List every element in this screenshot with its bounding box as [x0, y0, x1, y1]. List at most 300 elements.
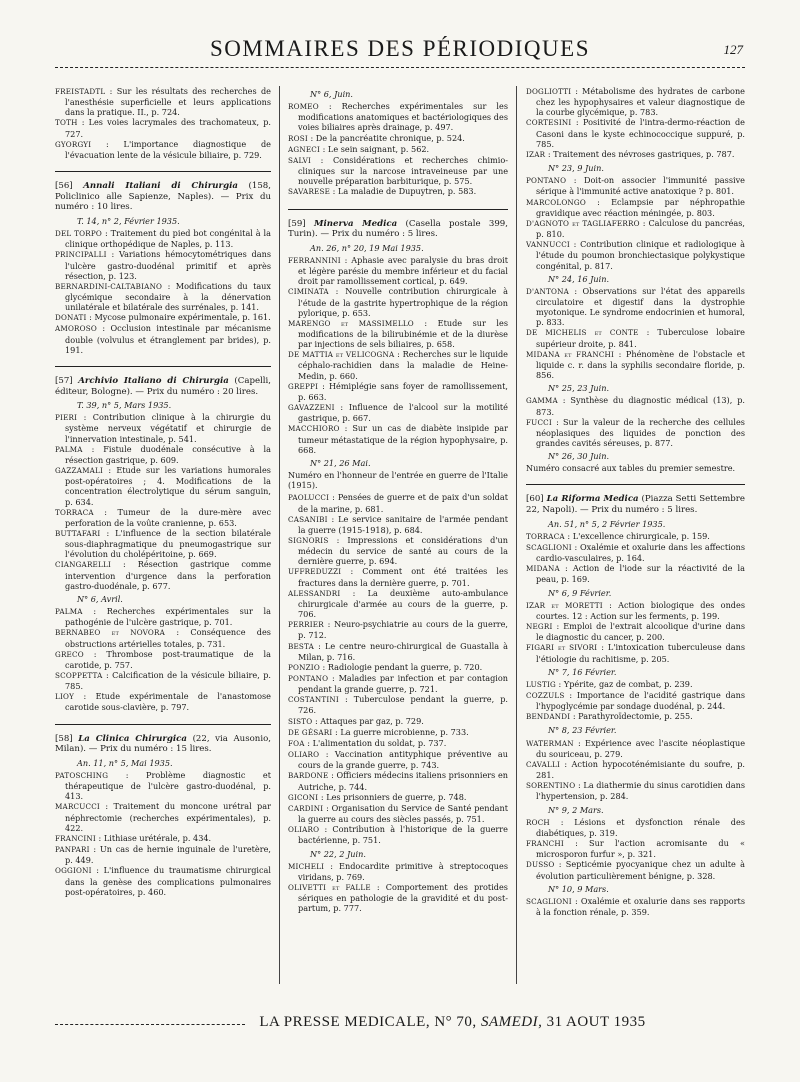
entry-list — [288, 101, 508, 197]
article-title: : Recherches expérimentales sur la pathogénie de l'ulcère gastrique, p. 701. — [65, 606, 271, 628]
column-divider — [279, 86, 280, 984]
issue-heading: An. 11, n° 5, Mai 1935. — [77, 757, 173, 768]
article-entry — [55, 801, 271, 832]
article-entry — [288, 824, 508, 845]
column-right — [526, 86, 745, 984]
issue-heading: N° 6, Juin. — [310, 89, 353, 99]
article-title: : Conséquence des obstructions artérielles totales, p. 731. — [65, 627, 271, 649]
article-author: FREISTADTL — [55, 87, 106, 96]
article-title: : Eclampsie par néphropathie gravidique avec réaction méningée, p. 803. — [536, 196, 745, 218]
article-entry — [55, 844, 271, 865]
article-title: : Modifications du taux glycémique secondaire à la dénervation unilatérale et bilatérale des surrénales, p. 141. — [65, 280, 271, 313]
article-entry — [288, 662, 508, 673]
journal-heading — [526, 494, 745, 515]
article-title: : Le centre neuro-chirurgical de Guastalla à Milan, p. 716. — [298, 640, 508, 662]
journal-number: [58] — [55, 733, 73, 744]
article-author: TOTH — [55, 118, 78, 128]
article-entry — [526, 642, 745, 663]
article-entry — [288, 673, 508, 694]
issue-heading: N° 26, 30 Juin. — [548, 451, 610, 462]
journal-info: (Piazza Setti Settembre 22, Napoli). — Prix du numéro : 5 lires. — [526, 494, 745, 516]
article-author: SORENTINO — [526, 781, 576, 791]
article-author: PONZIO — [288, 662, 320, 672]
article-title: : Importance de l'acidité gastrique dans l'hypoglycémie par sondage duodénal, p. 244. — [536, 690, 745, 712]
article-author: SALVI — [288, 155, 312, 165]
issue-heading: T. 39, n° 5, Mars 1935. — [77, 400, 172, 411]
article-entry — [526, 395, 745, 416]
article-title: : Synthèse du diagnostic médical (13), p. 873. — [536, 395, 745, 417]
article-author: GYORGYI — [55, 139, 92, 149]
article-title: : La deuxième auto-ambulance chirurgicale d'armée au cours de la guerre, p. 706. — [298, 587, 508, 620]
article-title: : Traitement des névroses gastriques, p. 787. — [547, 148, 735, 159]
article-title: : Les voies lacrymales des trachomateux, p. 727. — [65, 117, 271, 139]
article-title: : Emploi de l'extrait alcoolique d'urine dans le diagnostic du cancer, p. 200. — [536, 621, 745, 643]
page-header — [55, 30, 745, 74]
article-entry — [55, 627, 271, 648]
article-author: MARENGO et MASSIMELLO — [288, 318, 414, 328]
article-entry — [55, 281, 271, 312]
article-entry — [526, 621, 745, 642]
article-author: PATOSCHING — [55, 770, 109, 780]
section-rule — [526, 484, 745, 485]
journal-name: La Clinica Chirurgica — [78, 733, 187, 744]
article-title: : Traitement du moncone urétral par néphrectomie (recherches expérimentales), p. 422. — [65, 801, 271, 833]
article-author: SCAGLIONI — [526, 896, 572, 906]
article-entry — [288, 641, 508, 662]
article-entry — [526, 286, 745, 328]
article-title: : Le sein saignant, p. 562. — [322, 143, 430, 154]
article-entry — [526, 197, 745, 218]
article-title: : Influence de l'alcool sur la motilité gastrique, p. 667. — [298, 402, 508, 424]
journal-number: [57] — [55, 375, 73, 386]
article-entry — [288, 381, 508, 402]
article-title: : Tuberculose pendant la guerre, p. 726. — [298, 694, 508, 716]
article-entry — [526, 838, 745, 859]
article-author: FRANCHI — [526, 839, 564, 849]
article-author: CORTESINI — [526, 118, 572, 128]
article-title: : Le service sanitaire de l'armée pendant la guerre (1915-1918), p. 684. — [298, 513, 508, 535]
article-entry — [288, 861, 508, 882]
article-title: : Lithiase urétérale, p. 434. — [98, 832, 212, 843]
article-title: : Recherches expérimentales sur les modifications anatomiques et bactériologiques des voies biliaires après drainage, p. 497. — [298, 101, 508, 133]
journal-info: (22, via Ausonio, Milan). — Prix du numéro : 15 lires. — [55, 733, 271, 755]
article-entry — [55, 528, 271, 559]
entry-list — [526, 817, 745, 881]
entry-list — [55, 228, 271, 355]
article-title: : Sur les résultats des recherches de l'anesthésie superficielle et leurs applications dans la pratique. II., p. 724. — [65, 86, 271, 118]
article-author: DE MICHELIS et CONTE — [526, 328, 639, 338]
section-rule — [55, 171, 271, 172]
article-title: : Oxalémie et oxalurie dans ses rapports à la fonction rénale, p. 359. — [536, 895, 745, 917]
article-entry — [55, 770, 271, 801]
article-author: SCAGLIONI — [526, 542, 572, 552]
entry-list — [526, 896, 745, 917]
article-title: : Métabolisme des hydrates de carbone chez les hypophysaires et valeur diagnostique de la courbe glycémique, p. 783. — [536, 86, 745, 118]
article-title: : Comportement des protides sériques en pathologie de la gravidité et du post-partum, p. 777. — [298, 881, 508, 914]
journal-heading — [288, 219, 508, 240]
article-entry — [288, 694, 508, 715]
article-author: BENDANDI — [526, 712, 571, 722]
article-entry — [288, 738, 508, 749]
article-author: PONTANO — [288, 674, 329, 683]
article-author: COSTANTINI — [288, 695, 339, 705]
page-footer — [150, 1014, 755, 1038]
issue-heading: N° 9, 2 Mars. — [548, 804, 604, 815]
article-entry — [55, 559, 271, 590]
issue-heading: N° 6, Avril. — [77, 593, 123, 604]
entry-list — [526, 395, 745, 448]
article-author: GICONI — [288, 792, 319, 802]
journal-name: Archivio Italiano di Chirurgia — [78, 375, 229, 386]
article-author: GREPPI — [288, 381, 319, 391]
article-entry — [288, 255, 508, 286]
article-title: : Contribution clinique à la chirurgie du système nerveux végétatif et chirurgie de l'innervation intestinale, p. 541. — [65, 412, 271, 444]
article-entry — [288, 514, 508, 535]
article-author: PRINCIPALLI — [55, 250, 107, 260]
section-rule — [288, 209, 508, 210]
entry-list — [526, 286, 745, 380]
article-title: : Un cas de hernie inguinale de l'uretère, p. 449. — [65, 844, 271, 866]
article-title: : Positivité de l'intra-dermo-réaction de Casoni dans le kyste echinococcique suppuré, p. 785. — [536, 117, 745, 149]
column-left — [55, 86, 271, 984]
article-title: : Tumeur de la dure-mère avec perforation de la voûte cranienne, p. 653. — [65, 506, 271, 528]
entry-list — [288, 492, 508, 845]
article-entry — [55, 139, 271, 160]
article-entry — [526, 417, 745, 448]
article-entry — [526, 327, 745, 348]
article-entry — [55, 249, 271, 280]
article-entry — [55, 865, 271, 896]
article-title: : Attaques par gaz, p. 729. — [314, 715, 424, 726]
article-author: FUCCI — [526, 417, 552, 427]
article-title: : Mycose pulmonaire expérimentale, p. 161. — [89, 312, 271, 323]
article-author: ROMEO — [288, 102, 319, 112]
article-author: BARDONE — [288, 771, 329, 781]
article-title: : L'influence de la section bilatérale sous-diaphragmatique du pneumogastrique sur l'évolution du cholépéritoine, p. 669. — [65, 527, 271, 560]
article-author: COZZULS — [526, 691, 565, 700]
article-author: SIGNORIS — [288, 535, 329, 545]
journal-number: [56] — [55, 181, 73, 192]
article-entry — [526, 563, 745, 584]
article-author: PALMA — [55, 607, 83, 617]
journal-name: Minerva Medica — [313, 218, 398, 229]
article-author: TORRACA — [526, 531, 565, 541]
article-author: CASANIBI — [288, 514, 328, 524]
article-title: : Action de l'iode sur la réactivité de la peau, p. 169. — [536, 563, 745, 585]
article-title: : La diathermie du sinus carotidien dans l'hypertension, p. 284. — [536, 780, 745, 802]
article-author: FIGARI et SIVORI — [526, 643, 598, 653]
article-title: : Action hypocoténémisiante du soufre, p. 281. — [536, 758, 745, 781]
section-rule — [55, 366, 271, 367]
footer-day: SAMEDI, — [480, 1014, 543, 1030]
article-entry — [55, 412, 271, 443]
article-author: DONATI — [55, 313, 87, 323]
article-entry — [288, 349, 508, 380]
entry-list — [55, 606, 271, 713]
article-title: : Résection gastrique comme intervention d'urgence dans la perforation gastro-duodénale, p. 677. — [65, 559, 271, 591]
article-title: : Observations sur l'état des appareils circulatoire et digestif dans la dystrophie myotonique. Le syndrome endocrinien et humoral, p. 833. — [536, 285, 745, 328]
journal-info: (158, Policlinico alle Sapienze, Naples). — Prix du numéro : 10 lires. — [55, 181, 271, 213]
article-entry — [526, 859, 745, 880]
issue-heading: T. 14, n° 2, Février 1935. — [77, 215, 180, 226]
article-author: LUSTIG — [526, 679, 556, 689]
article-title: : Contribution clinique et radiologique à l'étude du poumon bronchiectasique polykystique congénital, p. 817. — [536, 239, 745, 271]
article-author: PERRIER — [288, 620, 324, 630]
article-author: ALESSANDRI — [288, 588, 341, 598]
issue-note: Numéro en l'honneur de l'entrée en guerre de l'Italie (1915). — [288, 470, 508, 491]
article-title: : Sur la valeur de la recherche des cellules néoplasiques des liquides de ponction des grandes cavités séreuses, p. 877. — [536, 416, 745, 448]
article-title: : Maladies par infection et par contagion pendant la grande guerre, p. 721. — [298, 673, 508, 695]
article-author: OLIARO — [288, 750, 320, 760]
article-title: : Action biologique des ondes courtes. 12 : Action sur les ferments, p. 199. — [536, 599, 745, 621]
article-entry — [288, 619, 508, 640]
article-title: : Thrombose post-traumatique de la carotide, p. 757. — [65, 648, 271, 670]
article-entry — [526, 738, 745, 759]
article-title: : Sur un cas de diabète insipide par tumeur métastatique de la région hypophysaire, p. 668. — [298, 423, 508, 455]
article-entry — [526, 218, 745, 239]
article-entry — [55, 117, 271, 138]
article-title: : Tuberculose lobaire supérieur droite, p. 841. — [536, 327, 745, 349]
article-author: DUSSO — [526, 860, 555, 870]
article-title: : Ypérite, gaz de combat, p. 239. — [558, 678, 693, 689]
article-author: D'AGNOTO et TAGLIAFERRO — [526, 218, 640, 228]
article-author: CAVALLI — [526, 759, 561, 769]
article-entry — [288, 588, 508, 619]
article-entry — [55, 228, 271, 249]
article-entry — [288, 492, 508, 513]
article-title: : Etude sur les modifications de la bilirubinémie et de la diurèse par injections de sels biliaires, p. 658. — [298, 317, 508, 350]
article-author: DE MATTIA et VELICOGNA — [288, 350, 395, 360]
article-entry — [526, 817, 745, 838]
issue-heading: N° 25, 23 Juin. — [548, 383, 610, 394]
article-title: : Problème diagnostic et thérapeutique de l'ulcère gastro-duodénal, p. 413. — [65, 769, 271, 802]
entry-list — [55, 770, 271, 897]
article-title: : Calculose du pancréas, p. 810. — [536, 217, 745, 240]
article-author: DE GÉSARI — [288, 727, 333, 737]
issue-heading: N° 21, 26 Mai. — [310, 457, 371, 468]
article-title: : Calcification de la vésicule biliaire, p. 785. — [65, 670, 271, 692]
article-entry — [288, 535, 508, 566]
article-author: PIERI — [55, 413, 78, 423]
article-author: SAVARESE — [288, 187, 331, 197]
article-entry — [288, 423, 508, 454]
article-author: MACCHIORO — [288, 424, 340, 434]
article-author: MARCOLONGO — [526, 197, 586, 207]
journal-heading — [55, 734, 271, 755]
entry-list — [288, 861, 508, 914]
journal-heading — [55, 181, 271, 213]
journal-name: Annali Italiani di Chirurgia — [83, 181, 238, 192]
article-author: SCOPPETTA — [55, 671, 103, 680]
article-entry — [526, 690, 745, 711]
article-title: : Lésions et dysfonction rénale des diabétiques, p. 319. — [536, 816, 745, 838]
journal-heading — [55, 376, 271, 397]
article-title: : Officiers médecins italiens prisonniers en Autriche, p. 744. — [298, 770, 508, 792]
article-title: : Comment ont été traitées les fractures dans la dernière guerre, p. 701. — [298, 566, 508, 588]
article-entry — [288, 286, 508, 317]
article-author: GRECO — [55, 649, 84, 659]
article-author: TORRACA — [55, 507, 94, 517]
article-title: : Traitement du pied bot congénital à la clinique orthopédique de Naples, p. 113. — [65, 228, 271, 250]
article-entry — [526, 896, 745, 917]
article-entry — [526, 239, 745, 270]
column-divider — [516, 86, 517, 984]
entry-list — [288, 255, 508, 455]
article-author: GAMMA — [526, 396, 558, 406]
article-entry — [526, 679, 745, 690]
entry-list — [526, 86, 745, 160]
article-author: BESTA — [288, 641, 315, 651]
article-entry — [526, 349, 745, 380]
article-author: CIANGARELLI — [55, 560, 111, 570]
article-author: FERRANNINI — [288, 255, 341, 265]
issue-heading: N° 10, 9 Mars. — [548, 883, 609, 894]
issue-note: Numéro consacré aux tables du premier semestre. — [526, 463, 736, 474]
entry-list — [526, 531, 745, 585]
article-title: : Vaccination antityphique préventive au cours de la grande guerre, p. 743. — [298, 749, 508, 771]
article-author: IZAR — [526, 149, 546, 159]
column-middle — [288, 86, 508, 984]
article-author: PAOLUCCI — [288, 493, 330, 503]
article-title: : Doit-on associer l'immunité passive sérique à l'immunité active anatoxique ? p. 801. — [536, 175, 745, 197]
article-entry — [288, 566, 508, 587]
issue-heading: N° 22, 2 Juin. — [310, 848, 366, 859]
article-author: MIDANA — [526, 564, 560, 574]
article-author: OLIARO — [288, 825, 320, 835]
article-entry — [288, 770, 508, 791]
section-rule — [55, 724, 271, 725]
issue-heading: An. 51, n° 5, 2 Février 1935. — [548, 518, 666, 529]
article-author: NEGRI — [526, 622, 553, 632]
issue-heading: N° 7, 16 Février. — [548, 666, 617, 677]
article-author: ROCH — [526, 817, 550, 827]
article-entry — [288, 318, 508, 349]
article-entry — [526, 780, 745, 801]
entry-list — [526, 679, 745, 723]
article-entry — [55, 507, 271, 528]
article-title: : Phénomène de l'obstacle et liquide c. r. dans la syphilis secondaire floride, p. 856. — [536, 348, 745, 381]
issue-heading: N° 8, 23 Février. — [548, 725, 617, 736]
article-author: UFFREDUZZI — [288, 567, 342, 577]
article-title: : Impressions et considérations d'un médecin du service de santé au cours de la dernière guerre, p. 694. — [298, 534, 508, 567]
article-entry — [288, 402, 508, 423]
article-entry — [55, 86, 271, 117]
article-entry — [55, 323, 271, 354]
article-author: MIDANA et FRANCHI — [526, 349, 615, 359]
article-title: : La maladie de Dupuytren, p. 583. — [332, 186, 477, 197]
article-entry — [526, 531, 745, 542]
article-entry — [288, 155, 508, 186]
entry-list — [526, 175, 745, 270]
article-author: MICHELI — [288, 861, 325, 871]
article-title: : L'influence du traumatisme chirurgical dans la genèse des complications pulmonaires post-opératoires, p. 460. — [65, 865, 271, 897]
entry-list — [526, 738, 745, 802]
article-author: PALMA — [55, 444, 83, 454]
article-title: : Organisation du Service de Santé pendant la guerre au cours des siècles passés, p. 751. — [298, 802, 508, 825]
article-author: PANPARI — [55, 845, 90, 855]
article-author: D'ANTONA — [526, 286, 569, 296]
article-entry — [288, 792, 508, 803]
article-author: SISTO — [288, 716, 313, 726]
article-title: : Les prisonniers de guerre, p. 748. — [320, 791, 467, 802]
article-entry — [288, 133, 508, 144]
article-entry — [288, 803, 508, 824]
article-entry — [526, 86, 745, 117]
article-author: BUTTAFARI — [55, 528, 101, 538]
journal-name: La Riforma Medica — [546, 494, 639, 505]
article-title: : Endocardite primitive à streptocoques viridans, p. 769. — [298, 860, 508, 882]
entry-list — [526, 600, 745, 664]
article-author: DOGLIOTTI — [526, 87, 572, 96]
article-author: CIMINATA — [288, 287, 329, 297]
issue-heading: N° 23, 9 Juin. — [548, 163, 604, 174]
article-title: : L'excellence chirurgicale, p. 159. — [567, 530, 710, 541]
article-entry — [288, 101, 508, 132]
entry-list — [55, 86, 271, 160]
article-author: WATERMAN — [526, 738, 574, 748]
article-entry — [526, 759, 745, 780]
article-title: : L'intoxication tuberculeuse dans l'étiologie du rachitisme, p. 205. — [536, 642, 745, 664]
article-entry — [288, 186, 508, 197]
article-entry — [526, 542, 745, 563]
article-author: FOA — [288, 738, 305, 748]
article-entry — [526, 711, 745, 722]
article-title: : Recherches sur le liquide céphalo-rachidien dans la maladie de Heine-Medin, p. 660. — [298, 349, 508, 381]
article-entry — [526, 600, 745, 621]
footer-journal: LA PRESSE MEDICALE, N° 70, — [259, 1014, 477, 1030]
journal-info: (Casella postale 399, Turin). — Prix du numéro : 5 lires. — [288, 218, 508, 240]
article-title: : Etude sur les variations humorales post-opératoires ; 4. Modifications de la concentration électrolytique du sérum sanguin, p. 634. — [65, 465, 271, 507]
article-author: MARCUCCI — [55, 802, 100, 812]
article-entry — [55, 444, 271, 465]
article-title: : Expérience avec l'ascite néoplastique du souriceau, p. 279. — [536, 737, 745, 759]
article-author: GAZZAMALI — [55, 466, 104, 476]
article-entry — [55, 606, 271, 627]
article-author: PONTANO — [526, 176, 567, 186]
footer-date: 31 AOUT 1935 — [546, 1014, 646, 1030]
article-entry — [288, 144, 508, 155]
article-title: : Etude expérimentale de l'anastomose carotide sous-clavière, p. 797. — [65, 691, 271, 713]
article-title: : Oxalémie et oxalurie dans les affections cardio-vasculaires, p. 164. — [536, 541, 745, 564]
article-author: AMOROSO — [55, 324, 97, 334]
article-author: ROSI — [288, 133, 308, 143]
issue-heading: N° 24, 16 Juin. — [548, 273, 610, 284]
page-number: 127 — [723, 42, 743, 57]
article-author: AGNECI — [288, 144, 321, 154]
article-author: BERNARDINI-CALTABIANO — [55, 281, 163, 291]
article-title: : Nouvelle contribution chirurgicale à l'étude de la gastrite hypertrophique de la région pylorique, p. 653. — [298, 286, 508, 318]
article-entry — [55, 649, 271, 670]
article-title: : Hémiplégie sans foyer de ramollissement, p. 663. — [298, 380, 508, 402]
article-title: : La guerre microbienne, p. 733. — [335, 726, 469, 737]
article-title: : Septicémie pyocyanique chez un adulte à évolution particulièrement bénigne, p. 328. — [536, 859, 745, 881]
page-title: SOMMAIRES DES PÉRIODIQUES — [210, 36, 590, 61]
article-author: OGGIONI — [55, 866, 92, 876]
issue-heading: An. 26, n° 20, 19 Mai 1935. — [310, 242, 424, 253]
article-entry — [526, 149, 745, 160]
article-title: : Fistule duodénale consécutive à la résection gastrique, p. 609. — [65, 443, 271, 465]
article-entry — [526, 175, 745, 196]
article-author: OLIVETTI et FALLE — [288, 882, 371, 892]
article-title: : Occlusion intestinale par mécanisme double (volvulus et étranglement par brides), p. 191. — [65, 323, 271, 355]
article-title: : De la pancréatite chronique, p. 524. — [310, 132, 465, 143]
article-author: CARDINI — [288, 803, 324, 813]
journal-number: [59] — [288, 218, 306, 229]
journal-info: (Capelli, éditeur, Bologne). — Prix du numéro : 20 lires. — [55, 375, 271, 397]
article-author: VANNUCCI — [526, 240, 570, 250]
article-title: : Radiologie pendant la guerre, p. 720. — [322, 661, 483, 672]
article-entry — [288, 716, 508, 727]
